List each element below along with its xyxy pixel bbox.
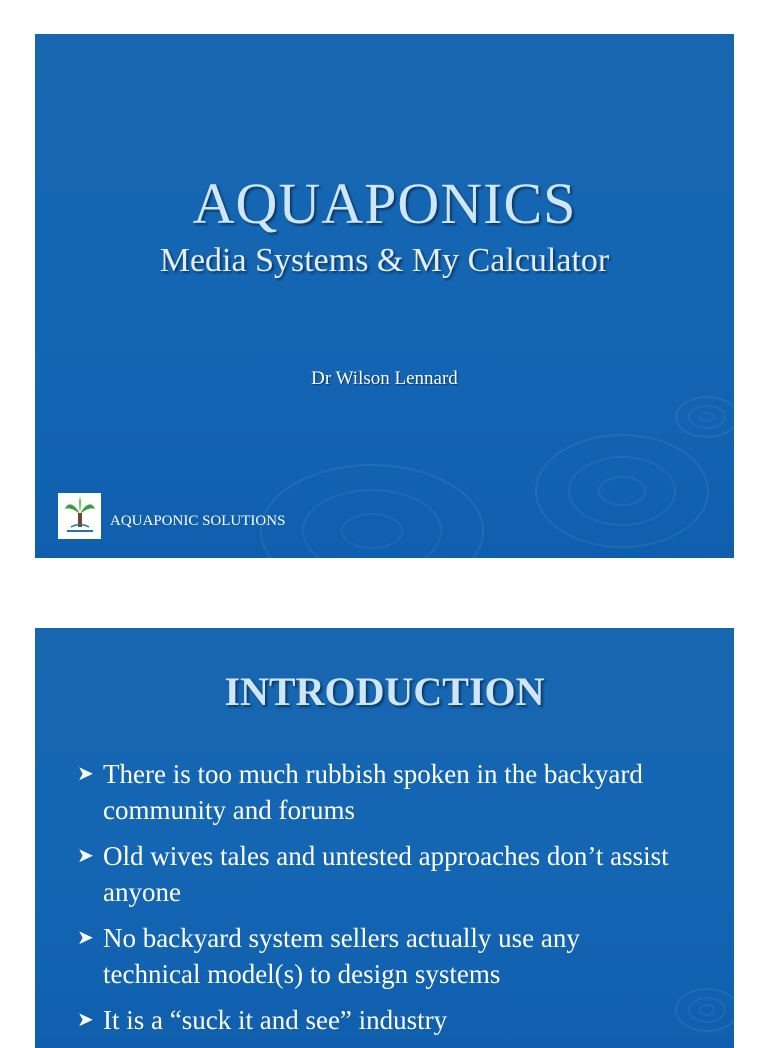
arrow-right-icon: ➤ — [77, 845, 94, 867]
bullet-item — [77, 756, 677, 828]
water-ripple-decoration — [675, 396, 734, 438]
bullet-text: No backyard system sellers actually use any technical model(s) to design systems — [103, 923, 580, 989]
presentation-subtitle: Media Systems & My Calculator — [159, 242, 610, 279]
water-ripple-decoration — [260, 464, 484, 558]
bullet-item — [77, 838, 677, 910]
introduction-slide — [35, 628, 734, 1048]
title-slide — [35, 34, 734, 558]
arrow-right-icon: ➤ — [77, 763, 94, 785]
arrow-right-icon: ➤ — [77, 1009, 94, 1031]
author-name: Dr Wilson Lennard — [311, 368, 458, 389]
bullet-text: It is a “suck it and see” industry — [103, 1005, 448, 1035]
company-name: AQUAPONIC SOLUTIONS — [110, 513, 286, 529]
slide-heading: INTRODUCTION — [224, 669, 545, 714]
water-ripple-decoration — [535, 434, 709, 548]
presentation-title: AQUAPONICS — [192, 171, 577, 236]
bullet-text: There is too much rubbish spoken in the backyard community and forums — [103, 759, 643, 825]
bullet-text: Old wives tales and untested approaches don’t assist anyone — [103, 841, 669, 907]
bullet-item — [77, 1002, 677, 1038]
bullet-list — [77, 756, 677, 1048]
water-ripple-decoration — [675, 988, 734, 1032]
tree-logo-icon — [61, 495, 99, 537]
bullet-item — [77, 920, 677, 992]
company-logo — [58, 493, 101, 539]
arrow-right-icon: ➤ — [77, 927, 94, 949]
